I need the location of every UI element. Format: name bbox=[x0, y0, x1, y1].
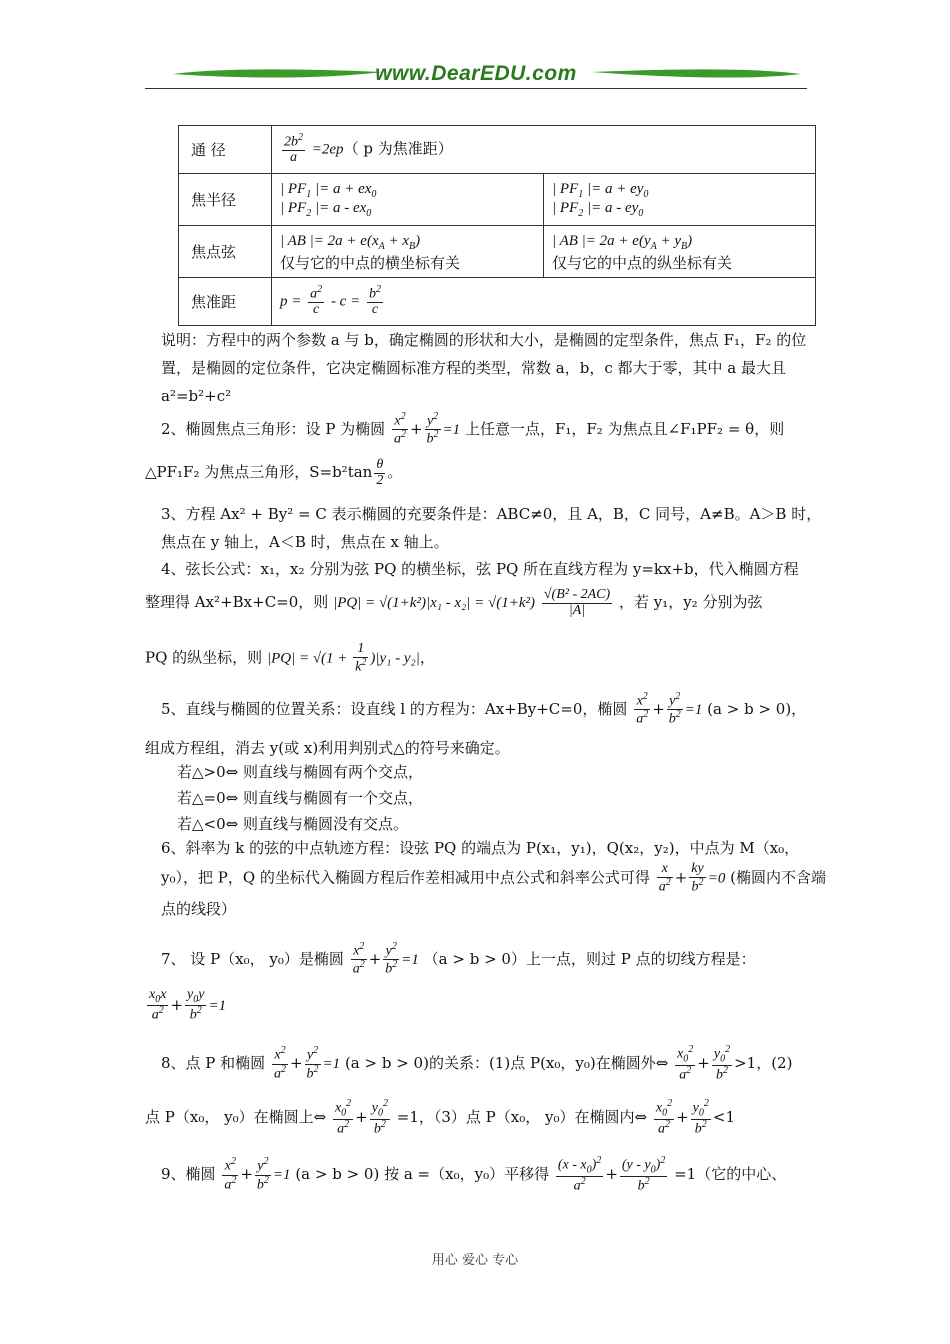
explanation-paragraph: 说明：方程中的两个参数 a 与 b，确定椭圆的形状和大小，是椭圆的定型条件，焦点 F₁，F₂ 的位置，是椭圆的定位条件，它决定椭圆标准方程的类型，常数 a，b，c 都大于零，其中 a 最大且 a²=b²+c² bbox=[161, 331, 807, 405]
right-swoosh-decoration bbox=[591, 66, 801, 82]
ellipse-properties-table bbox=[178, 125, 816, 326]
focal-directrix-distance: p = $\frac{a^2}{c}$ - c = $\frac{b^2}{c}$ bbox=[272, 278, 816, 326]
focal-radius-y: | $PF_1$ |= $a + ey_0$ | $PF_2$ |= a - $ey_0$ bbox=[544, 174, 816, 226]
row-label: 焦准距 bbox=[179, 278, 272, 326]
item-7-line-1: 7、 设 P（x₀， y₀）是椭圆 $\frac{x^2}{a^2}$ + $\frac{y^2}{b^2}$ =1 （a > b > 0）上一点，则过 P 点的切线方程是： bbox=[161, 941, 756, 977]
page-footer: 用心 爱心 专心 bbox=[431, 1253, 519, 1268]
item-4-line-1: 4、弦长公式：x₁，x₂ 分别为弦 PQ 的横坐标，弦 PQ 所在直线方程为 y=kx+b，代入椭圆方程 bbox=[161, 560, 799, 578]
item-5-case-1: 若△>0⇔ 则直线与椭圆有两个交点， bbox=[177, 763, 423, 781]
item-6: 6、斜率为 k 的弦的中点轨迹方程：设弦 PQ 的端点为 P(x₁，y₁)，Q(x₂，y₂)，中点为 M（x₀，y₀），把 P，Q 的坐标代入椭圆方程后作差相减用中点公式和斜率公式可得 $\frac{x}{a^2}$ + $\frac{ky}{b^2}$ =0 (椭圆内不含端点的线段） bbox=[161, 839, 826, 919]
page-header bbox=[145, 60, 807, 94]
item-3: 3、方程 Ax² + By² = C 表示椭圆的充要条件是：ABC≠0，且 A，B，C 同号，A≠B。A＞B 时，焦点在 y 轴上，A＜B 时，焦点在 x 轴上。 bbox=[161, 505, 822, 551]
item-8-line-1: 8、点 P 和椭圆 $\frac{x^2}{a^2}$ + $\frac{y^2}{b^2}$ =1 (a > b > 0)的关系：(1)点 P(x₀，y₀)在椭圆外⇔ $\frac{x_0^2}{a^2}$ + $\frac{y_0^2}{b^2}$ >1，(2) bbox=[161, 1044, 793, 1083]
focal-chord-y: | AB |= $2a + e(y_A + y_B)$ 仅与它的中点的纵坐标有关 bbox=[544, 226, 816, 278]
table-row bbox=[179, 174, 816, 226]
item-2-line-1: 2、椭圆焦点三角形：设 P 为椭圆 $\frac{x^2}{a^2}$ + $\frac{y^2}{b^2}$ =1 上任意一点，F₁，F₂ 为焦点且∠F₁PF₂ = θ，则 bbox=[161, 411, 785, 447]
item-4-line-2: 整理得 Ax²+Bx+C=0，则 |PQ| = √(1+k²)|x₁ - x₂| = √(1+k²) $\frac{\text{√(B² - 2AC)}}{|A|}$ ，若 y₁，y₂ 分别为弦 bbox=[145, 587, 763, 618]
item-5-line-2: 组成方程组，消去 y(或 x)利用判别式△的符号来确定。 bbox=[145, 739, 510, 757]
focal-radius-x: | $PF_1$ |= $a + ex_0$ | $PF_2$ |= a - $ex_0$ bbox=[272, 174, 544, 226]
item-8-line-2: 点 P（x₀， y₀）在椭圆上⇔ $\frac{x_0^2}{a^2}$ + $\frac{y_0^2}{b^2}$ =1，（3）点 P（x₀， y₀）在椭圆内⇔ $\frac{x_0^2}{a^2}$ + $\frac{y_0^2}{b^2}$ <1 bbox=[145, 1098, 735, 1137]
row-label: 通 径 bbox=[179, 126, 272, 174]
row-label: 焦点弦 bbox=[179, 226, 272, 278]
item-2-line-2: △PF₁F₂ 为焦点三角形，S=b²tan $\frac{\theta}{2}$ 。 bbox=[145, 457, 403, 488]
item-5-case-3: 若△<0⇔ 则直线与椭圆没有交点。 bbox=[177, 815, 408, 833]
item-7-tangent-equation: $\frac{x_0x}{a^2}$ + $\frac{y_0y}{b^2}$ =1 bbox=[149, 987, 227, 1023]
item-5-line-1: 5、直线与椭圆的位置关系：设直线 l 的方程为：Ax+By+C=0，椭圆 $\frac{x^2}{a^2}$ + $\frac{y^2}{b^2}$ =1 (a > b > 0)， bbox=[161, 691, 807, 727]
focal-chord-x: | AB |= $2a + e(x_A + x_B)$ 仅与它的中点的横坐标有关 bbox=[272, 226, 544, 278]
logo[interactable]: www.DearEDU.com bbox=[375, 62, 577, 85]
latus-rectum-formula: $\frac{2b^2}{a}$ =2ep（ p 为焦准距） bbox=[272, 126, 816, 174]
table-row bbox=[179, 226, 816, 278]
item-5-case-2: 若△=0⇔ 则直线与椭圆有一个交点， bbox=[177, 789, 423, 807]
table-row bbox=[179, 278, 816, 326]
formula-note: （ p 为焦准距） bbox=[343, 139, 453, 158]
header-rule bbox=[145, 88, 807, 89]
item-4-line-3: PQ 的纵坐标，则 |PQ| = √(1 + $\frac{1}{k^2}$ )|y₁ - y₂|， bbox=[145, 641, 435, 675]
table-row bbox=[179, 126, 816, 174]
row-label: 焦半径 bbox=[179, 174, 272, 226]
item-9: 9、椭圆 $\frac{x^2}{a^2}$ + $\frac{y^2}{b^2}$ =1 (a > b > 0) 按 a =（x₀，y₀）平移得 $\frac{(x - x_0)^2}{a^2}$ + $\frac{(y - y_0)^2}{b^2}$ =1（它的中心、 bbox=[161, 1155, 787, 1194]
